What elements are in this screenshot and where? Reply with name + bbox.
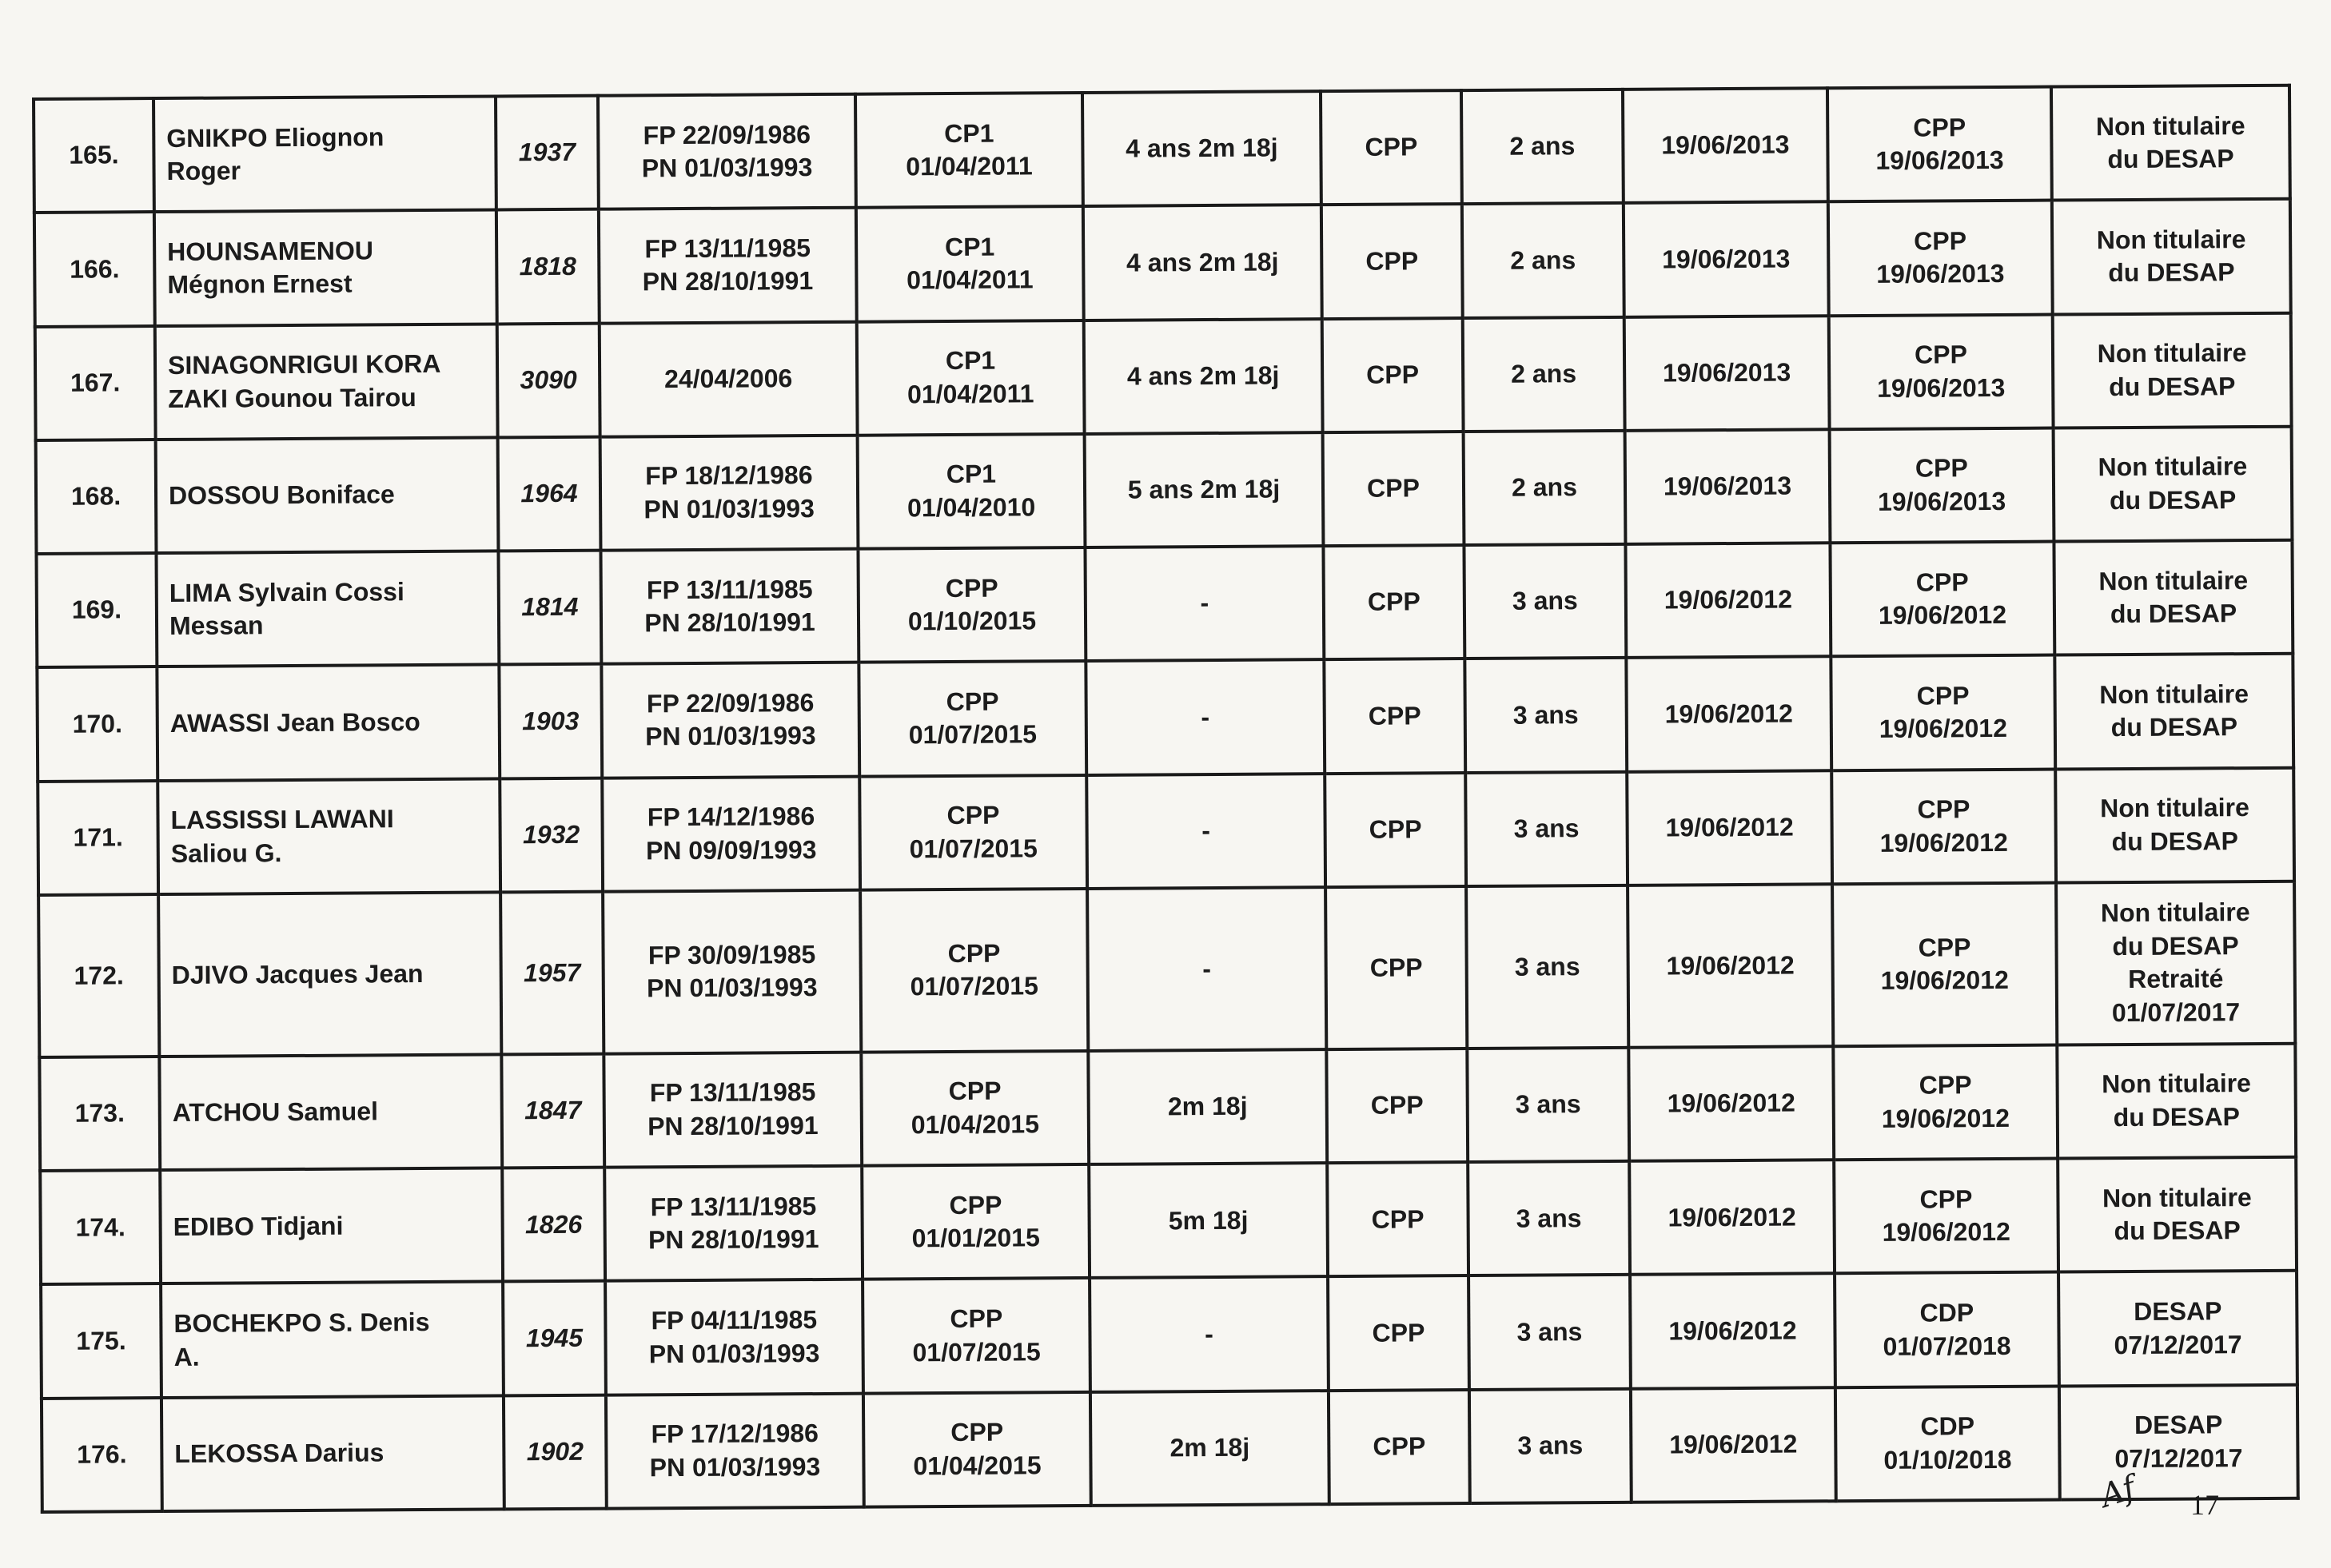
seniority-cell: 4 ans 2m 18j bbox=[1083, 205, 1322, 320]
entry-dates-cell-line: 24/04/2006 bbox=[663, 364, 793, 394]
agent-name-cell bbox=[156, 437, 499, 553]
new-grade-cell bbox=[1835, 1272, 2059, 1387]
agent-name-cell bbox=[153, 96, 496, 212]
matricule-cell: 1818 bbox=[496, 209, 600, 324]
observation-cell-line: du DESAP bbox=[2109, 371, 2236, 401]
matricule-cell: 1964 bbox=[498, 436, 601, 551]
entry-dates-cell bbox=[599, 208, 857, 323]
current-grade-cell bbox=[855, 93, 1083, 208]
current-grade-cell-line: CP1 bbox=[944, 118, 994, 148]
entry-dates-cell-line: FP 13/11/1985 bbox=[646, 574, 813, 604]
agent-name-cell bbox=[157, 778, 500, 894]
seniority-cell: 5 ans 2m 18j bbox=[1085, 432, 1324, 547]
table-body bbox=[34, 86, 2298, 1515]
entry-dates-cell-line: FP 13/11/1985 bbox=[650, 1191, 817, 1222]
current-grade-cell bbox=[857, 320, 1085, 435]
entry-dates-cell-line: FP 13/11/1985 bbox=[644, 233, 811, 264]
handwritten-initials: Af bbox=[2095, 1469, 2141, 1515]
observation-cell-line: Non titulaire bbox=[2095, 110, 2245, 141]
row-number-cell: 176. bbox=[42, 1398, 162, 1512]
current-grade-cell-line: 01/04/2015 bbox=[910, 1109, 1040, 1140]
duration-cell: 3 ans bbox=[1466, 885, 1628, 1049]
corps-cell: CPP bbox=[1328, 1276, 1469, 1391]
row-number-cell: 173. bbox=[39, 1057, 160, 1171]
entry-dates-cell-line: PN 01/03/1993 bbox=[645, 721, 816, 751]
new-grade-cell bbox=[1828, 201, 2053, 316]
entry-dates-cell-line: FP 18/12/1986 bbox=[645, 460, 813, 491]
agent-name-cell-line: EDIBO Tidjani bbox=[173, 1211, 344, 1241]
agent-name-cell bbox=[161, 1282, 504, 1398]
row-number-cell: 171. bbox=[38, 781, 158, 895]
new-grade-cell-line: CPP bbox=[1917, 794, 1970, 824]
seniority-cell: 5m 18j bbox=[1089, 1163, 1328, 1278]
seniority-cell: 2m 18j bbox=[1090, 1391, 1329, 1506]
new-grade-cell bbox=[1834, 1159, 2058, 1274]
observation-cell bbox=[2053, 312, 2292, 428]
effective-date-cell: 19/06/2012 bbox=[1627, 770, 1832, 885]
new-grade-cell bbox=[1827, 87, 2052, 202]
agent-name-cell bbox=[158, 892, 501, 1057]
new-grade-cell-line: 19/06/2012 bbox=[1880, 965, 2009, 996]
observation-cell bbox=[2054, 654, 2293, 769]
entry-dates-cell bbox=[606, 1393, 864, 1508]
observation-cell bbox=[2051, 86, 2290, 201]
observation-cell bbox=[2056, 881, 2295, 1045]
table-row bbox=[41, 1271, 2297, 1398]
duration-cell: 3 ans bbox=[1464, 658, 1627, 772]
observation-cell-line: Non titulaire bbox=[2102, 1069, 2252, 1099]
seniority-cell: - bbox=[1090, 1277, 1329, 1392]
row-number-cell: 170. bbox=[37, 667, 157, 781]
entry-dates-cell bbox=[600, 321, 858, 436]
agent-name-cell bbox=[156, 551, 499, 667]
new-grade-cell bbox=[1830, 428, 2054, 543]
entry-dates-cell bbox=[598, 94, 856, 209]
current-grade-cell bbox=[861, 1051, 1089, 1166]
corps-cell: CPP bbox=[1329, 1390, 1470, 1504]
observation-cell-line: Non titulaire bbox=[2102, 1182, 2252, 1212]
current-grade-cell bbox=[863, 1278, 1090, 1393]
agent-name-cell-line: Mégnon Ernest bbox=[167, 269, 353, 300]
observation-cell-line: du DESAP bbox=[2109, 485, 2237, 515]
observation-cell-line: Retraité bbox=[2128, 964, 2224, 994]
new-grade-cell bbox=[1833, 1045, 2058, 1160]
corps-cell: CPP bbox=[1321, 90, 1462, 205]
new-grade-cell-line: 01/10/2018 bbox=[1883, 1444, 2012, 1474]
table-row bbox=[36, 426, 2293, 553]
seniority-cell: - bbox=[1086, 659, 1325, 774]
agent-name-cell-line: ZAKI Gounou Tairou bbox=[168, 382, 416, 413]
current-grade-cell-line: 01/04/2010 bbox=[906, 492, 1036, 523]
current-grade-cell-line: 01/04/2011 bbox=[906, 378, 1034, 408]
agent-name-cell bbox=[154, 210, 497, 326]
observation-cell-line: 07/12/2017 bbox=[2114, 1329, 2242, 1359]
observation-cell-line: 01/07/2017 bbox=[2111, 997, 2241, 1028]
new-grade-cell bbox=[1831, 769, 2056, 884]
effective-date-cell: 19/06/2013 bbox=[1623, 88, 1828, 203]
agent-name-cell-line: GNIKPO Eliognon bbox=[166, 121, 385, 153]
seniority-cell: 4 ans 2m 18j bbox=[1082, 91, 1321, 206]
entry-dates-cell bbox=[600, 549, 859, 664]
entry-dates-cell bbox=[604, 1053, 862, 1168]
personnel-table bbox=[32, 84, 2300, 1514]
effective-date-cell: 19/06/2013 bbox=[1625, 429, 1831, 544]
agent-name-cell-line: HOUNSAMENOU bbox=[167, 236, 374, 266]
effective-date-cell: 19/06/2012 bbox=[1629, 1160, 1835, 1275]
entry-dates-cell bbox=[601, 663, 859, 778]
new-grade-cell-line: 01/07/2018 bbox=[1883, 1331, 2011, 1361]
table-row bbox=[40, 1157, 2297, 1284]
entry-dates-cell bbox=[604, 1166, 863, 1281]
entry-dates-cell-line: FP 17/12/1986 bbox=[651, 1419, 819, 1449]
new-grade-cell-line: CPP bbox=[1919, 1184, 1973, 1214]
observation-cell-line: du DESAP bbox=[2108, 257, 2235, 288]
entry-dates-cell bbox=[602, 776, 860, 891]
matricule-cell: 1902 bbox=[504, 1395, 607, 1509]
row-number-cell: 172. bbox=[38, 894, 159, 1057]
new-grade-cell-line: CPP bbox=[1916, 680, 1970, 710]
table-row bbox=[42, 1384, 2298, 1512]
new-grade-cell-line: 19/06/2013 bbox=[1877, 372, 2006, 403]
entry-dates-cell-line: PN 28/10/1991 bbox=[642, 266, 814, 296]
entry-dates-cell bbox=[603, 889, 861, 1053]
matricule-cell: 1903 bbox=[499, 664, 602, 778]
corps-cell: CPP bbox=[1323, 432, 1464, 546]
agent-name-cell-line: DOSSOU Boniface bbox=[168, 480, 395, 511]
observation-cell-line: Non titulaire bbox=[2098, 565, 2249, 595]
row-number-cell: 165. bbox=[34, 98, 154, 213]
table-row bbox=[36, 540, 2293, 667]
observation-cell bbox=[2058, 1271, 2297, 1386]
matricule-cell: 1814 bbox=[498, 551, 601, 665]
current-grade-cell bbox=[859, 774, 1087, 889]
entry-dates-cell-line: PN 01/03/1993 bbox=[648, 1338, 820, 1368]
entry-dates-cell-line: FP 22/09/1986 bbox=[646, 687, 815, 718]
agent-name-cell bbox=[161, 1395, 504, 1511]
current-grade-cell bbox=[859, 661, 1086, 776]
observation-cell-line: Non titulaire bbox=[2096, 224, 2246, 255]
corps-cell: CPP bbox=[1323, 545, 1464, 659]
agent-name-cell-line: Messan bbox=[169, 611, 264, 641]
observation-cell-line: du DESAP bbox=[2114, 1216, 2241, 1246]
effective-date-cell: 19/06/2012 bbox=[1630, 1274, 1835, 1389]
entry-dates-cell-line: PN 01/03/1993 bbox=[649, 1451, 821, 1482]
observation-cell bbox=[2057, 1044, 2296, 1159]
duration-cell: 2 ans bbox=[1463, 316, 1625, 431]
current-grade-cell-line: 01/07/2015 bbox=[910, 971, 1039, 1001]
current-grade-cell-line: 01/04/2015 bbox=[913, 1451, 1042, 1481]
entry-dates-cell bbox=[600, 435, 859, 550]
current-grade-cell-line: CP1 bbox=[946, 459, 997, 489]
row-number-cell: 175. bbox=[41, 1283, 161, 1398]
new-grade-cell-line: 19/06/2012 bbox=[1879, 714, 2008, 744]
row-number-cell: 169. bbox=[36, 553, 157, 667]
new-grade-cell-line: 19/06/2012 bbox=[1879, 827, 2008, 858]
new-grade-cell-line: CPP bbox=[1914, 226, 1967, 256]
observation-cell bbox=[2052, 199, 2291, 314]
matricule-cell: 1932 bbox=[500, 778, 603, 892]
new-grade-cell-line: 19/06/2013 bbox=[1876, 259, 2005, 289]
observation-cell bbox=[2055, 767, 2294, 882]
current-grade-cell-line: 01/07/2015 bbox=[912, 1336, 1041, 1367]
agent-name-cell-line: Roger bbox=[166, 156, 241, 186]
duration-cell: 2 ans bbox=[1461, 90, 1624, 204]
agent-name-cell-line: Saliou G. bbox=[170, 838, 282, 868]
effective-date-cell: 19/06/2013 bbox=[1624, 316, 1830, 431]
observation-cell bbox=[2054, 540, 2293, 655]
new-grade-cell-line: 19/06/2012 bbox=[1878, 600, 2007, 631]
corps-cell: CPP bbox=[1325, 886, 1467, 1049]
new-grade-cell-line: CDP bbox=[1920, 1411, 1975, 1441]
matricule-cell: 1826 bbox=[502, 1168, 605, 1282]
entry-dates-cell-line: PN 01/03/1993 bbox=[644, 493, 815, 524]
observation-cell-line: du DESAP bbox=[2110, 712, 2238, 742]
entry-dates-cell-line: PN 09/09/1993 bbox=[645, 834, 817, 865]
row-number-cell: 174. bbox=[40, 1170, 161, 1284]
agent-name-cell-line: A. bbox=[173, 1342, 200, 1371]
entry-dates-cell-line: PN 28/10/1991 bbox=[644, 607, 815, 638]
agent-name-cell-line: DJIVO Jacques Jean bbox=[171, 958, 424, 989]
duration-cell: 3 ans bbox=[1468, 1161, 1630, 1275]
agent-name-cell-line: BOCHEKPO S. Denis bbox=[173, 1307, 430, 1338]
observation-cell-line: Non titulaire bbox=[2097, 338, 2247, 368]
duration-cell: 3 ans bbox=[1464, 544, 1626, 659]
new-grade-cell-line: CPP bbox=[1913, 112, 1966, 142]
row-number-cell: 168. bbox=[36, 440, 157, 554]
effective-date-cell: 19/06/2012 bbox=[1628, 1046, 1834, 1161]
seniority-cell: - bbox=[1086, 774, 1325, 889]
matricule-cell: 1945 bbox=[503, 1281, 606, 1395]
effective-date-cell: 19/06/2012 bbox=[1626, 657, 1831, 772]
current-grade-cell bbox=[860, 889, 1088, 1053]
observation-cell-line: DESAP bbox=[2134, 1410, 2223, 1440]
current-grade-cell-line: CPP bbox=[950, 1303, 1003, 1333]
entry-dates-cell-line: PN 01/03/1993 bbox=[641, 153, 813, 183]
table-row bbox=[34, 199, 2291, 326]
observation-cell bbox=[2058, 1157, 2297, 1272]
current-grade-cell-line: CPP bbox=[947, 938, 1001, 968]
duration-cell: 3 ans bbox=[1467, 1048, 1629, 1162]
agent-name-cell bbox=[155, 324, 498, 440]
current-grade-cell bbox=[863, 1392, 1091, 1507]
new-grade-cell-line: 19/06/2013 bbox=[1875, 145, 2004, 176]
entry-dates-cell-line: PN 28/10/1991 bbox=[648, 1111, 819, 1141]
observation-cell-line: Non titulaire bbox=[2098, 452, 2248, 482]
current-grade-cell bbox=[862, 1164, 1090, 1279]
observation-cell-line: du DESAP bbox=[2112, 930, 2239, 961]
table-row bbox=[37, 654, 2293, 781]
effective-date-cell: 19/06/2012 bbox=[1625, 543, 1831, 658]
matricule-cell: 3090 bbox=[497, 323, 600, 437]
new-grade-cell-line: 19/06/2013 bbox=[1877, 486, 2006, 516]
page-number: 17 bbox=[2190, 1489, 2219, 1521]
corps-cell: CPP bbox=[1322, 318, 1464, 432]
observation-cell-line: du DESAP bbox=[2113, 1102, 2241, 1132]
observation-cell-line: DESAP bbox=[2134, 1296, 2222, 1326]
new-grade-cell-line: CPP bbox=[1915, 567, 1969, 597]
matricule-cell: 1937 bbox=[496, 96, 599, 210]
new-grade-cell-line: CPP bbox=[1918, 932, 1971, 962]
matricule-cell: 1957 bbox=[500, 891, 604, 1054]
current-grade-cell-line: 01/07/2015 bbox=[909, 833, 1038, 863]
corps-cell: CPP bbox=[1324, 659, 1465, 773]
table-row bbox=[38, 881, 2295, 1057]
current-grade-cell-line: CPP bbox=[950, 1417, 1004, 1447]
agent-name-cell-line: SINAGONRIGUI KORA bbox=[167, 348, 441, 380]
table-row bbox=[35, 312, 2292, 440]
table-row bbox=[39, 1044, 2296, 1171]
new-grade-cell-line: 19/06/2012 bbox=[1882, 1217, 2010, 1248]
observation-cell-line: du DESAP bbox=[2111, 826, 2238, 856]
entry-dates-cell-line: PN 28/10/1991 bbox=[648, 1224, 819, 1255]
current-grade-cell bbox=[856, 206, 1084, 321]
duration-cell: 2 ans bbox=[1464, 431, 1626, 545]
effective-date-cell: 19/06/2013 bbox=[1624, 202, 1829, 317]
duration-cell: 3 ans bbox=[1468, 1275, 1631, 1389]
entry-dates-cell-line: FP 04/11/1985 bbox=[651, 1305, 818, 1335]
corps-cell: CPP bbox=[1321, 204, 1463, 318]
current-grade-cell-line: CPP bbox=[946, 800, 1000, 830]
observation-cell-line: Non titulaire bbox=[2099, 679, 2249, 709]
observation-cell bbox=[2059, 1384, 2298, 1499]
new-grade-cell-line: CDP bbox=[1919, 1298, 1974, 1327]
corps-cell: CPP bbox=[1326, 1049, 1468, 1163]
entry-dates-cell-line: PN 01/03/1993 bbox=[646, 973, 818, 1003]
seniority-cell: - bbox=[1087, 887, 1326, 1051]
duration-cell: 3 ans bbox=[1469, 1389, 1632, 1504]
current-grade-cell-line: 01/01/2015 bbox=[911, 1223, 1040, 1253]
entry-dates-cell-line: FP 13/11/1985 bbox=[649, 1077, 816, 1108]
current-grade-cell-line: CP1 bbox=[944, 232, 995, 261]
agent-name-cell bbox=[159, 1054, 502, 1170]
current-grade-cell-line: 01/07/2015 bbox=[908, 719, 1038, 750]
table-row bbox=[38, 767, 2294, 894]
current-grade-cell-line: CP1 bbox=[945, 345, 996, 376]
agent-name-cell bbox=[157, 665, 500, 781]
new-grade-cell bbox=[1831, 655, 2055, 770]
duration-cell: 2 ans bbox=[1462, 203, 1624, 317]
duration-cell: 3 ans bbox=[1465, 771, 1628, 885]
entry-dates-cell-line: FP 30/09/1985 bbox=[648, 939, 816, 970]
agent-name-cell-line: LEKOSSA Darius bbox=[174, 1438, 385, 1468]
agent-name-cell-line: ATCHOU Samuel bbox=[172, 1096, 379, 1128]
new-grade-cell-line: 19/06/2012 bbox=[1881, 1103, 2010, 1133]
new-grade-cell-line: CPP bbox=[1914, 340, 1968, 369]
corps-cell: CPP bbox=[1325, 773, 1466, 887]
effective-date-cell: 19/06/2012 bbox=[1628, 884, 1833, 1048]
effective-date-cell: 19/06/2012 bbox=[1631, 1387, 1836, 1502]
row-number-cell: 167. bbox=[35, 326, 156, 440]
observation-cell-line: Non titulaire bbox=[2100, 793, 2249, 823]
current-grade-cell bbox=[858, 547, 1086, 663]
entry-dates-cell-line: FP 14/12/1986 bbox=[647, 802, 815, 832]
observation-cell-line: du DESAP bbox=[2110, 599, 2237, 629]
new-grade-cell bbox=[1835, 1386, 2060, 1501]
agent-name-cell bbox=[160, 1168, 503, 1284]
agent-name-cell-line: AWASSI Jean Bosco bbox=[169, 706, 420, 738]
matricule-cell: 1847 bbox=[501, 1054, 604, 1168]
seniority-cell: 2m 18j bbox=[1088, 1049, 1327, 1164]
observation-cell bbox=[2054, 426, 2293, 541]
current-grade-cell bbox=[858, 434, 1086, 549]
new-grade-cell bbox=[1832, 882, 2057, 1046]
new-grade-cell-line: CPP bbox=[1915, 453, 1968, 483]
current-grade-cell-line: CPP bbox=[945, 573, 998, 603]
current-grade-cell-line: CPP bbox=[949, 1190, 1002, 1220]
agent-name-cell-line: LIMA Sylvain Cossi bbox=[169, 576, 404, 607]
row-number-cell: 166. bbox=[34, 212, 155, 326]
current-grade-cell-line: CPP bbox=[946, 686, 999, 716]
observation-cell-line: Non titulaire bbox=[2100, 897, 2250, 928]
seniority-cell: 4 ans 2m 18j bbox=[1084, 319, 1323, 434]
new-grade-cell bbox=[1830, 542, 2054, 657]
current-grade-cell-line: 01/10/2015 bbox=[907, 606, 1037, 636]
corps-cell: CPP bbox=[1327, 1162, 1468, 1276]
current-grade-cell-line: CPP bbox=[948, 1077, 1002, 1106]
entry-dates-cell bbox=[605, 1279, 863, 1395]
agent-name-cell-line: LASSISSI LAWANI bbox=[170, 804, 394, 834]
entry-dates-cell-line: FP 22/09/1986 bbox=[643, 119, 811, 149]
new-grade-cell-line: CPP bbox=[1919, 1070, 1972, 1100]
observation-cell-line: 07/12/2017 bbox=[2114, 1443, 2243, 1473]
observation-cell-line: du DESAP bbox=[2107, 144, 2234, 174]
new-grade-cell bbox=[1829, 314, 2054, 429]
current-grade-cell-line: 01/04/2011 bbox=[906, 265, 1034, 295]
table-row bbox=[34, 86, 2290, 213]
seniority-cell: - bbox=[1085, 546, 1324, 661]
current-grade-cell-line: 01/04/2011 bbox=[906, 151, 1033, 181]
